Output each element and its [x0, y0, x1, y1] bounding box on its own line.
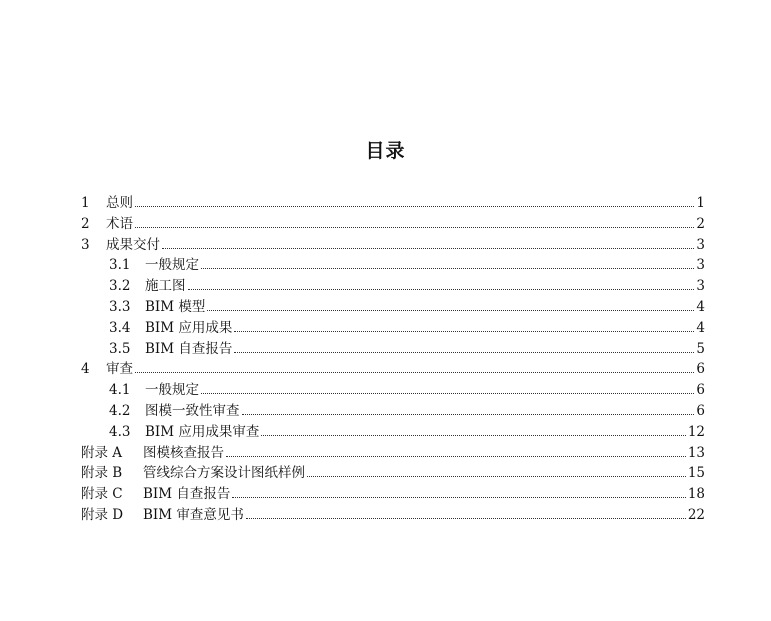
toc-entry-number: 附录 C	[81, 486, 123, 503]
toc-entry-page-number: 6	[696, 361, 705, 378]
toc-dot-leader	[234, 352, 694, 353]
toc-entry-number: 附录 D	[81, 506, 124, 523]
toc-entry[interactable]	[81, 463, 705, 484]
toc-title: 目录	[365, 140, 406, 162]
toc-entry-number: 4.2	[109, 402, 131, 419]
toc-entry-number: 3	[81, 236, 90, 253]
toc-entry-page-number: 5	[696, 340, 705, 357]
toc-entry-page-number: 12	[687, 423, 705, 440]
toc-entry[interactable]	[81, 443, 705, 464]
toc-entry[interactable]	[81, 380, 705, 401]
toc-dot-leader	[135, 227, 694, 228]
toc-entry[interactable]	[81, 318, 705, 339]
toc-entry-number: 3.1	[109, 257, 131, 274]
toc-entry-page-number: 6	[696, 382, 705, 399]
toc-entry-label: 施工图	[145, 278, 186, 295]
toc-entry-page-number: 4	[696, 298, 705, 315]
toc-entry-number: 3.2	[109, 278, 131, 295]
toc-entry[interactable]	[81, 276, 705, 297]
toc-entry-page-number: 13	[687, 444, 705, 461]
toc-entry-label: 管线综合方案设计图纸样例	[143, 465, 305, 482]
toc-entry-page-number: 3	[696, 236, 705, 253]
toc-entry-number: 附录 B	[81, 465, 123, 482]
toc-dot-leader	[226, 456, 686, 457]
toc-entry-label: BIM 自查报告	[145, 340, 233, 357]
toc-entry-label: BIM 审查意见书	[143, 506, 244, 523]
toc-dot-leader	[307, 476, 686, 477]
toc-dot-leader	[232, 497, 685, 498]
toc-entry-number: 附录 A	[81, 444, 123, 461]
toc-dot-leader	[135, 206, 694, 207]
toc-entry-number: 3.4	[109, 319, 131, 336]
toc-entry-number: 4.3	[109, 423, 131, 440]
toc-entry-page-number: 1	[696, 195, 705, 211]
toc-dot-leader	[135, 372, 694, 373]
toc-dot-leader	[201, 393, 694, 394]
toc-entry[interactable]	[81, 505, 705, 526]
toc-entry-page-number: 15	[687, 465, 705, 482]
toc-entry-page-number: 2	[696, 215, 705, 232]
toc-entry-label: BIM 自查报告	[143, 486, 231, 503]
table-of-contents	[81, 193, 705, 526]
toc-entry[interactable]	[81, 255, 705, 276]
toc-entry-label: 一般规定	[145, 382, 199, 399]
toc-entry[interactable]	[81, 235, 705, 256]
toc-entry-label: 一般规定	[145, 257, 199, 274]
toc-entry[interactable]	[81, 359, 705, 380]
toc-dot-leader	[261, 435, 685, 436]
toc-entry-label: BIM 应用成果	[145, 319, 233, 336]
toc-entry-label: BIM 应用成果审查	[145, 423, 260, 440]
toc-entry-page-number: 22	[687, 506, 705, 523]
toc-entry-number: 3.3	[109, 298, 131, 315]
toc-entry-label: 图模核查报告	[143, 444, 224, 461]
toc-dot-leader	[207, 310, 694, 311]
toc-dot-leader	[188, 289, 695, 290]
toc-entry-label: 审查	[106, 361, 133, 378]
toc-entry-number: 4	[81, 361, 90, 378]
toc-entry[interactable]	[81, 401, 705, 422]
toc-dot-leader	[201, 268, 694, 269]
toc-dot-leader	[246, 518, 686, 519]
toc-entry-page-number: 3	[696, 257, 705, 274]
toc-entry-label: BIM 模型	[145, 298, 206, 315]
toc-entry-page-number: 18	[687, 486, 705, 503]
toc-entry-label: 总则	[106, 195, 133, 211]
toc-dot-leader	[162, 248, 694, 249]
toc-entry-page-number: 6	[696, 402, 705, 419]
toc-entry-label: 术语	[106, 215, 133, 232]
toc-entry[interactable]	[81, 214, 705, 235]
toc-entry-number: 3.5	[109, 340, 131, 357]
toc-entry[interactable]	[81, 193, 705, 214]
toc-dot-leader	[234, 331, 694, 332]
toc-entry-number: 1	[81, 195, 90, 211]
toc-entry[interactable]	[81, 484, 705, 505]
toc-entry-label: 图模一致性审查	[145, 402, 240, 419]
toc-entry-number: 4.1	[109, 382, 131, 399]
toc-entry-page-number: 4	[696, 319, 705, 336]
toc-entry-number: 2	[81, 215, 90, 232]
toc-entry-page-number: 3	[696, 278, 705, 295]
toc-entry-label: 成果交付	[106, 236, 160, 253]
toc-entry[interactable]	[81, 422, 705, 443]
toc-dot-leader	[242, 414, 695, 415]
toc-entry[interactable]	[81, 339, 705, 360]
toc-entry[interactable]	[81, 297, 705, 318]
